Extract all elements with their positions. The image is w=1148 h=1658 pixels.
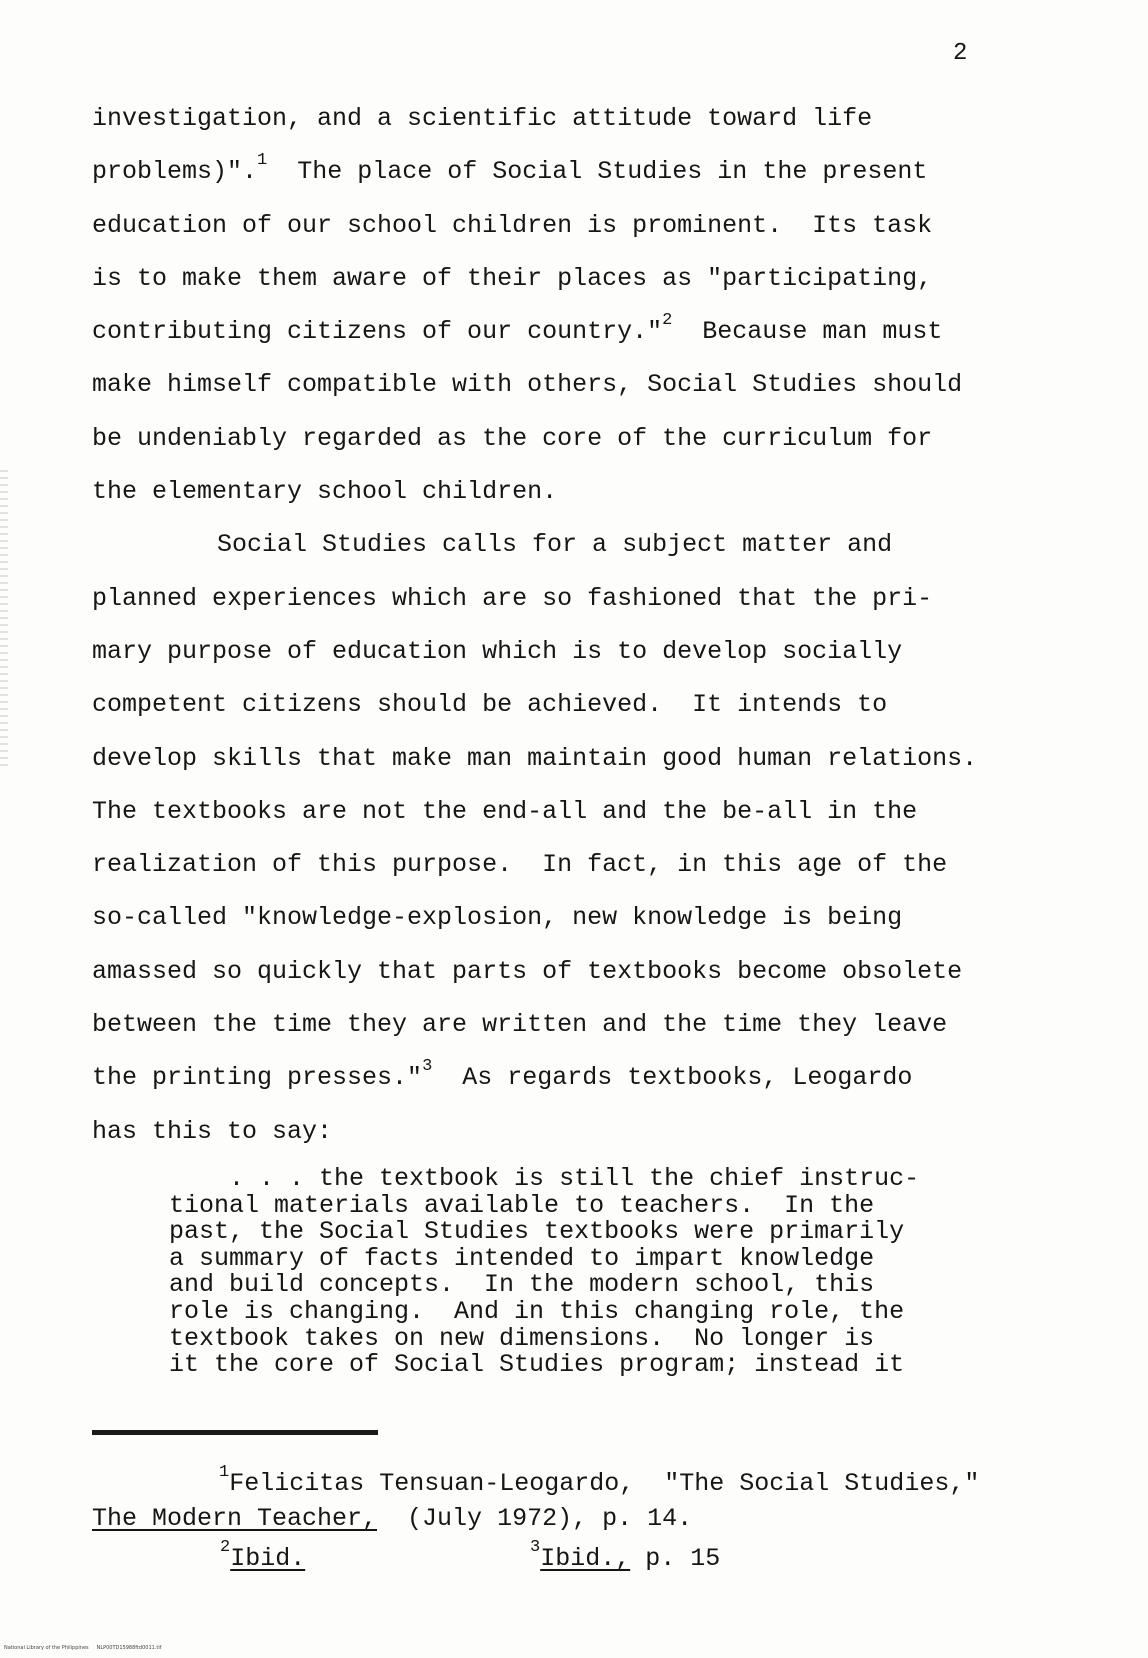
body-line-text: has this to say: xyxy=(92,1116,333,1146)
body-line-text-after: The place of Social Studies in the present xyxy=(267,157,928,187)
footnote-1-details: (July 1972), p. 14. xyxy=(377,1504,693,1533)
body-line xyxy=(92,945,1032,998)
footnote-3 xyxy=(530,1538,721,1573)
body-line-text: be undeniably regarded as the core of the curriculum for xyxy=(92,423,933,453)
body-line-text: the printing presses." xyxy=(92,1063,423,1093)
body-line-text: so-called "knowledge-explosion, new knowledge is being xyxy=(92,903,903,933)
body-line-text-after: Because man must xyxy=(672,317,943,347)
body-line-text: is to make them aware of their places as "participating, xyxy=(92,263,933,293)
body-line-text: planned experiences which are so fashioned that the pri- xyxy=(92,583,933,613)
footnote-3-marker: 3 xyxy=(530,1538,541,1557)
body-line xyxy=(92,358,1032,411)
quote-line: it the core of Social Studies program; instead it xyxy=(169,1350,905,1380)
short-footnotes xyxy=(92,1538,1052,1604)
body-line xyxy=(92,1105,1032,1158)
footnote-3-text: Ibid., xyxy=(540,1544,631,1573)
quote-line: . . . the textbook is still the chief instruc- xyxy=(169,1164,920,1193)
body-line xyxy=(92,732,1032,785)
body-line-text: The textbooks are not the end-all and the be-all in the xyxy=(92,796,918,826)
body-line-text: realization of this purpose. In fact, in this age of the xyxy=(92,850,948,880)
body-line xyxy=(92,465,1032,518)
footnote-2-text: Ibid. xyxy=(230,1544,306,1573)
body-line-text: contributing citizens of our country." xyxy=(92,317,663,347)
body-line xyxy=(92,145,1032,198)
footnote-1-text: Felicitas Tensuan-Leogardo, "The Social Studies," xyxy=(229,1469,980,1498)
body-line-text: between the time they are written and the time they leave xyxy=(92,1010,948,1040)
body-line xyxy=(92,998,1032,1051)
body-line xyxy=(92,199,1032,252)
body-line xyxy=(92,1051,1032,1104)
quote-line: past, the Social Studies textbooks were primarily xyxy=(169,1217,905,1247)
body-line-text: problems)". xyxy=(92,157,258,187)
body-line xyxy=(92,92,1032,145)
footnote-2-marker: 2 xyxy=(220,1538,231,1557)
body-line xyxy=(92,785,1032,838)
body-line xyxy=(92,412,1032,465)
body-line-text-after: As regards textbooks, Leogardo xyxy=(432,1063,913,1093)
footnotes xyxy=(92,1463,1052,1604)
body-line-text: education of our school children is prominent. Its task xyxy=(92,210,933,240)
footnote-1-journal: The Modern Teacher, xyxy=(92,1504,378,1533)
body-line-text: competent citizens should be achieved. It intends to xyxy=(92,690,888,720)
footnote-reference: 1 xyxy=(257,151,268,171)
quote-line: textbook takes on new dimensions. No longer is xyxy=(169,1323,875,1353)
body-line-text: mary purpose of education which is to develop socially xyxy=(92,636,903,666)
body-text xyxy=(92,92,1032,1158)
body-line xyxy=(92,838,1032,891)
quote-line: role is changing. And in this changing role, the xyxy=(169,1296,905,1326)
body-line xyxy=(92,305,1032,358)
body-line xyxy=(92,572,1032,625)
footnote-3-tail: p. 15 xyxy=(630,1544,721,1573)
body-line xyxy=(92,678,1032,731)
footnote-1-continuation xyxy=(92,1501,1052,1536)
footnote-1-marker: 1 xyxy=(219,1463,230,1482)
scan-stamp: National Library of the Philippines NLP00TD15988ftd0011.tif xyxy=(4,1645,162,1651)
scan-edge-artifact xyxy=(0,470,8,770)
body-line-text: the elementary school children. xyxy=(92,477,558,507)
footnote-separator xyxy=(92,1430,378,1435)
body-line-text: amassed so quickly that parts of textbooks become obsolete xyxy=(92,956,963,986)
footnote-1 xyxy=(92,1463,1052,1501)
quote-line: and build concepts. In the modern school, this xyxy=(169,1270,875,1300)
quote-line: tional materials available to teachers. In the xyxy=(169,1190,875,1220)
body-line xyxy=(92,518,1032,571)
quote-line: a summary of facts intended to impart knowledge xyxy=(169,1243,875,1273)
body-line-text: make himself compatible with others, Social Studies should xyxy=(92,370,963,400)
body-line-text: investigation, and a scientific attitude toward life xyxy=(92,104,873,133)
page-number: 2 xyxy=(953,40,968,67)
footnote-reference: 3 xyxy=(422,1057,433,1077)
body-line xyxy=(92,252,1032,305)
body-line xyxy=(92,625,1032,678)
footnote-2 xyxy=(220,1538,306,1573)
block-quote xyxy=(169,1166,989,1379)
body-line-text: Social Studies calls for a subject matter and xyxy=(217,530,893,560)
footnote-reference: 2 xyxy=(662,311,673,331)
body-line xyxy=(92,891,1032,944)
body-line-text: develop skills that make man maintain good human relations. xyxy=(92,743,978,773)
